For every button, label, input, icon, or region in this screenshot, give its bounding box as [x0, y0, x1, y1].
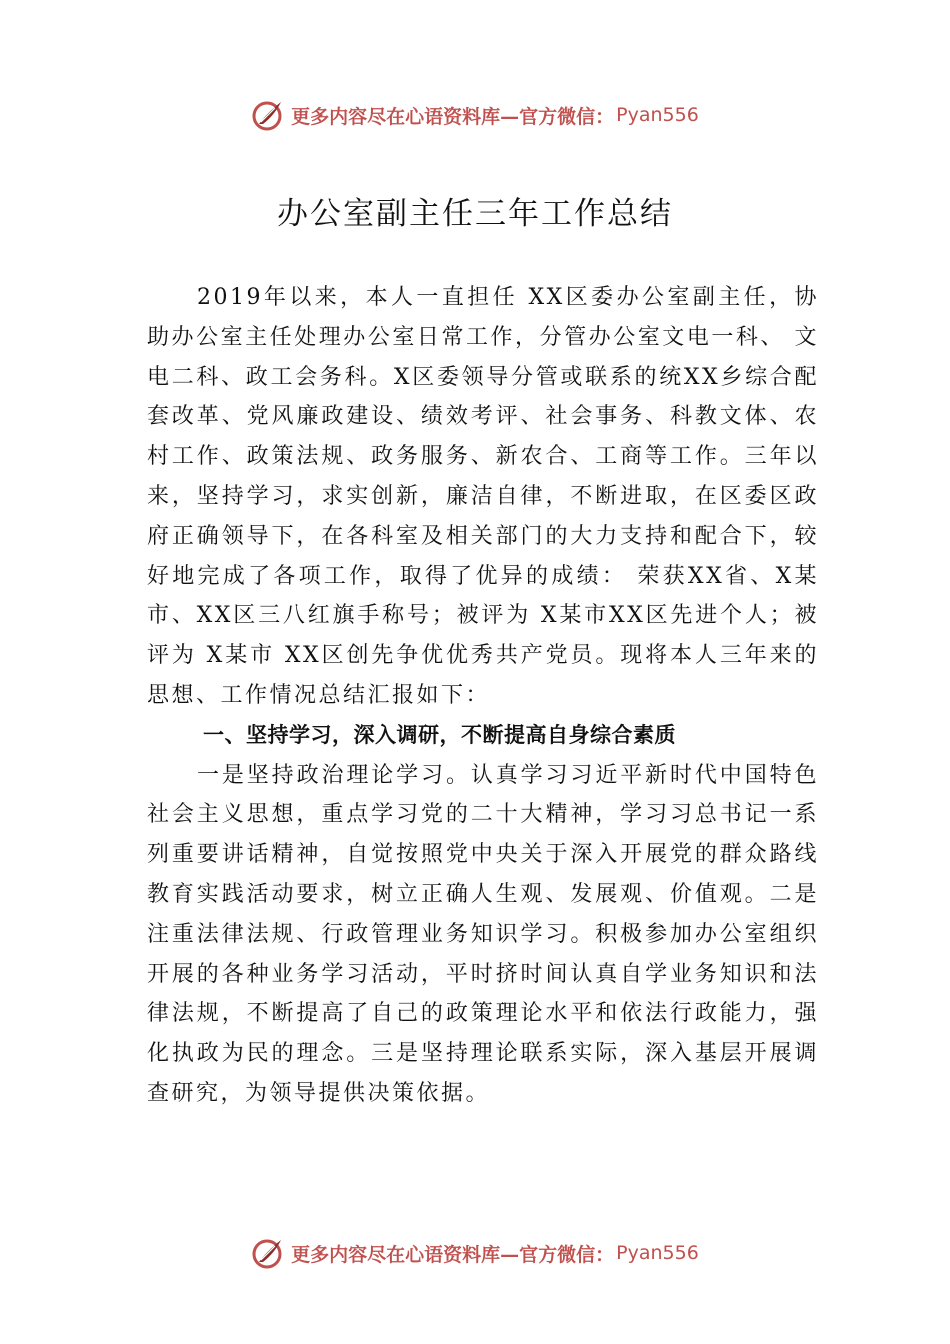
watermark-banner-top	[0, 95, 950, 135]
document-body	[147, 278, 819, 1114]
page-title: 办公室副主任三年工作总结	[277, 196, 673, 232]
watermark-text: 更多内容尽在心语资料库—官方微信：	[291, 1243, 615, 1266]
watermark-wechat-id: Pyan556	[616, 104, 699, 126]
section-heading: 一、坚持学习，深入调研，不断提高自身综合素质	[203, 722, 676, 747]
watermark-text: 更多内容尽在心语资料库—官方微信：	[291, 105, 615, 128]
quill-logo-icon	[251, 98, 285, 132]
section-paragraph: 一是坚持政治理论学习。认真学习习近平新时代中国特色社会主义思想，重点学习党的二十大精神，学习习总书记一系列重要讲话精神，自觉按照党中央关于深入开展党的群众路线教育实践活动要求，树立正确人生观、发展观、价值观。二是注重法律法规、行政管理业务知识学习。积极参加办公室组织开展的各种业务学习活动，平时挤时间认真自学业务知识和法律法规，不断提高了自己的政策理论水平和依法行政能力，强化执政为民的理念。三是坚持理论联系实际，深入基层开展调查研究，为领导提供决策依据。	[147, 762, 819, 1106]
watermark-banner-bottom	[0, 1233, 950, 1273]
watermark-wechat-id: Pyan556	[616, 1242, 699, 1264]
quill-logo-icon	[251, 1236, 285, 1270]
intro-paragraph: 2019年以来，本人一直担任 XX区委办公室副主任，协助办公室主任处理办公室日常工作，分管办公室文电一科、 文电二科、政工会务科。X区委领导分管或联系的统XX乡综合配套改革、党风廉政建设、绩效考评、社会事务、科教文体、农村工作、政策法规、政务服务、新农合、工商等工作。三年以来，坚持学习，求实创新，廉洁自律，不断进取，在区委区政府正确领导下，在各科室及相关部门的大力支持和配合下，较好地完成了各项工作，取得了优异的成绩： 荣获XX省、X某市、XX区三八红旗手称号；被评为 X某市XX区先进个人；被评为 X某市 XX区创先争优优秀共产党员。现将本人三年来的思想、工作情况总结汇报如下：	[147, 285, 819, 708]
